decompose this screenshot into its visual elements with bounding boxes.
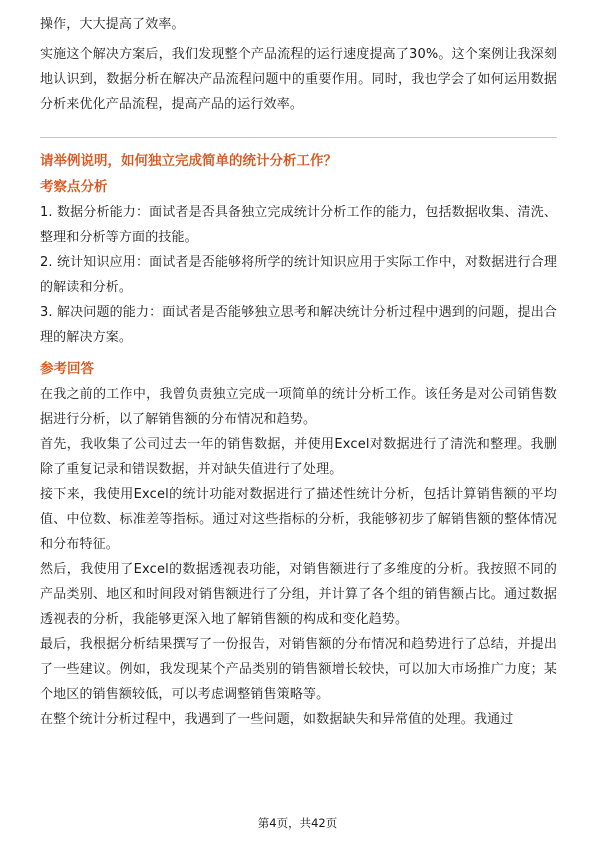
answer-paragraph-3: 接下来，我使用Excel的统计功能对数据进行了描述性统计分析，包括计算销售额的平均值、中位数、标准差等指标。通过对这些指标的分析，我能够初步了解销售额的整体情况和分布特征。 <box>40 487 557 552</box>
intro-paragraph-2: 实施这个解决方案后，我们发现整个产品流程的运行速度提高了30%。这个案例让我深刻地认识到，数据分析在解决产品流程问题中的重要作用。同时，我也学会了如何运用数据分析来优化产品流程，提高产品的运行效率。 <box>40 47 557 112</box>
section-divider <box>40 137 557 138</box>
document-page <box>40 12 557 732</box>
question-heading: 请举例说明，如何独立完成简单的统计分析工作？ <box>40 153 337 169</box>
analysis-item-1: 1. 数据分析能力：面试者是否具备独立完成统计分析工作的能力，包括数据收集、清洗、整理和分析等方面的技能。 <box>40 205 557 245</box>
analysis-item-3: 3. 解决问题的能力：面试者是否能够独立思考和解决统计分析过程中遇到的问题，提出合理的解决方案。 <box>40 305 557 345</box>
answer-paragraph-1: 在我之前的工作中，我曾负责独立完成一项简单的统计分析工作。该任务是对公司销售数据进行分析，以了解销售额的分布情况和趋势。 <box>40 387 557 427</box>
answer-paragraph-5: 最后，我根据分析结果撰写了一份报告，对销售额的分布情况和趋势进行了总结，并提出了一些建议。例如，我发现某个产品类别的销售额增长较快，可以加大市场推广力度；某个地区的销售额较低，可以考虑调整销售策略等。 <box>40 637 557 702</box>
answer-title: 参考回答 <box>40 361 94 377</box>
analysis-title: 考察点分析 <box>40 179 108 195</box>
answer-paragraph-6: 在整个统计分析过程中，我遇到了一些问题，如数据缺失和异常值的处理。我通过 <box>40 712 514 727</box>
answer-paragraph-4: 然后，我使用了Excel的数据透视表功能，对销售额进行了多维度的分析。我按照不同的产品类别、地区和时间段对销售额进行了分组，并计算了各个组的销售额占比。通过数据透视表的分析，我能够更深入地了解销售额的构成和变化趋势。 <box>40 562 557 627</box>
analysis-item-2: 2. 统计知识应用：面试者是否能够将所学的统计知识应用于实际工作中，对数据进行合理的解读和分析。 <box>40 255 557 295</box>
intro-paragraph-1: 操作，大大提高了效率。 <box>40 17 185 32</box>
page-number: 第4页，共42页 <box>257 816 338 830</box>
answer-paragraph-2: 首先，我收集了公司过去一年的销售数据，并使用Excel对数据进行了清洗和整理。我删除了重复记录和错误数据，并对缺失值进行了处理。 <box>40 437 557 477</box>
